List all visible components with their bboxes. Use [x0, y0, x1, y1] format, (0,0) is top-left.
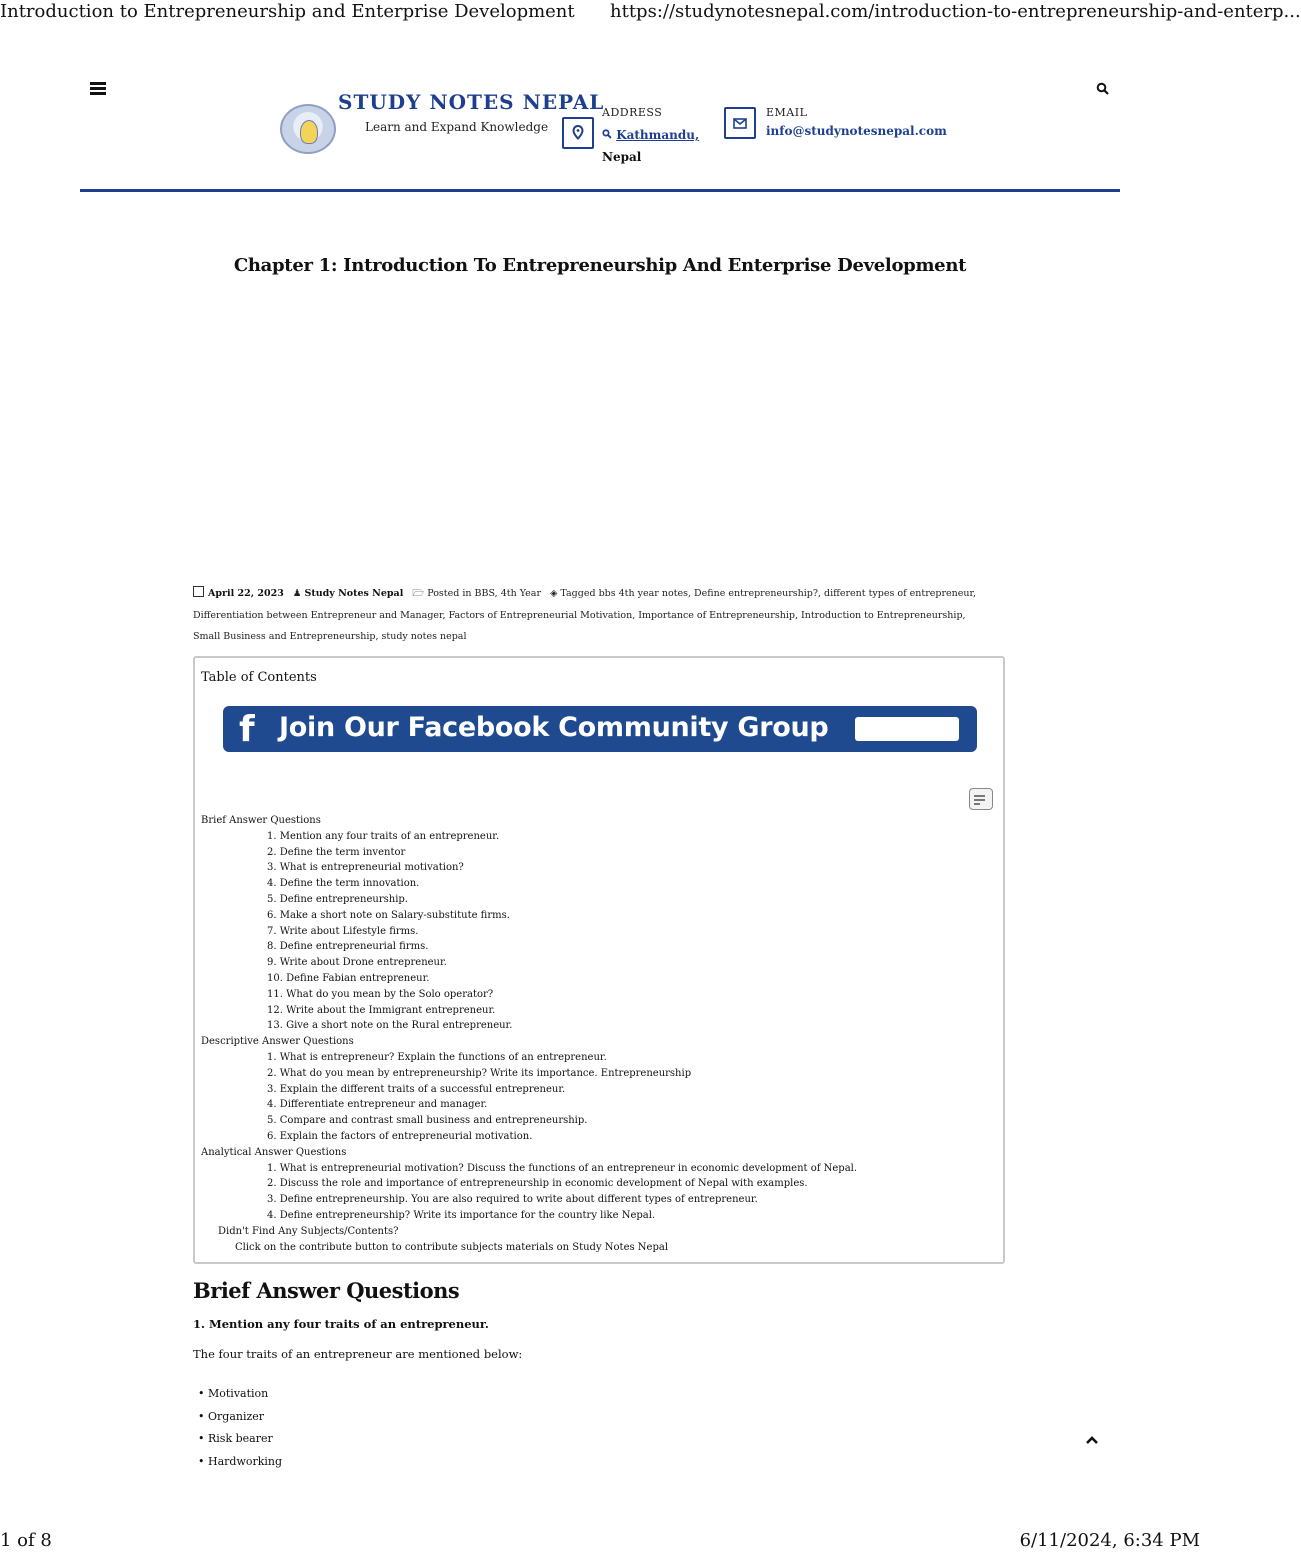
user-icon: ♟: [292, 588, 302, 599]
print-page-url: https://studynotesnepal.com/introduction-to-entrepreneurship-and-enterp...: [610, 1, 1301, 22]
print-page-title: Introduction to Entrepreneurship and Enterprise Development: [0, 1, 575, 22]
facebook-join-button[interactable]: [855, 717, 959, 741]
page-title: Chapter 1: Introduction To Entrepreneurship And Enterprise Development: [233, 255, 967, 276]
address-country: Nepal: [602, 150, 642, 164]
toc-item[interactable]: 2. Discuss the role and importance of entrepreneurship in economic development of Nepal with examples.: [267, 1178, 808, 1190]
address-value: [602, 124, 702, 168]
toc-item[interactable]: 4. Differentiate entrepreneur and manager.: [267, 1099, 488, 1111]
toc-section-heading[interactable]: Brief Answer Questions: [201, 815, 321, 826]
address-label: ADDRESS: [602, 106, 663, 119]
toc-item[interactable]: 4. Define the term innovation.: [267, 878, 420, 890]
site-logo[interactable]: [280, 90, 605, 153]
toc-item[interactable]: 11. What do you mean by the Solo operator?: [267, 988, 494, 1000]
email-label: EMAIL: [766, 106, 808, 119]
toc-list: [201, 813, 991, 1255]
post-date[interactable]: April 22, 2023: [208, 588, 284, 599]
toc-item[interactable]: 3. Explain the different traits of a successful entrepreneur.: [267, 1083, 566, 1095]
print-page-number: 1 of 8: [0, 1530, 52, 1551]
toc-item[interactable]: 2. What do you mean by entrepreneurship? Write its importance. Entrepreneurship: [267, 1067, 692, 1079]
toc-item[interactable]: 10. Define Fabian entrepreneur.: [267, 972, 430, 984]
list-item: • Hardworking: [208, 1451, 282, 1474]
print-footer: [0, 1527, 1200, 1553]
folder-icon: 🗁: [412, 588, 425, 599]
logo-emblem: [280, 104, 336, 154]
toc-item[interactable]: 6. Explain the factors of entrepreneurial motivation.: [267, 1130, 533, 1142]
toc-toggle-icon[interactable]: [969, 788, 993, 810]
calendar-icon: [193, 586, 204, 597]
list-item: • Risk bearer: [208, 1428, 282, 1451]
toc-item[interactable]: 3. What is entrepreneurial motivation?: [267, 862, 464, 874]
header-divider: [80, 189, 1120, 192]
location-icon: [562, 117, 594, 149]
section-heading: Brief Answer Questions: [193, 1278, 460, 1303]
answer-intro: The four traits of an entrepreneur are mentioned below:: [193, 1347, 523, 1361]
post-author[interactable]: Study Notes Nepal: [304, 588, 404, 599]
search-icon[interactable]: [1096, 82, 1110, 96]
toc-item[interactable]: 13. Give a short note on the Rural entrepreneur.: [267, 1020, 513, 1032]
address-city-link[interactable]: Kathmandu,: [616, 128, 700, 142]
post-meta: [193, 583, 993, 648]
toc-item[interactable]: 12. Write about the Immigrant entrepreneur.: [267, 1004, 496, 1016]
posted-prefix: Posted in: [427, 588, 472, 599]
list-item: • Motivation: [208, 1383, 282, 1406]
facebook-group-banner[interactable]: [223, 706, 977, 752]
print-datetime: 6/11/2024, 6:34 PM: [1019, 1530, 1200, 1551]
toc-footer-question[interactable]: Didn't Find Any Subjects/Contents?: [218, 1225, 399, 1237]
print-header: [0, 0, 1301, 26]
post-category[interactable]: BBS, 4th Year: [474, 588, 541, 599]
toc-item[interactable]: 3. Define entrepreneurship. You are also required to write about different types of entrepreneur.: [267, 1194, 758, 1206]
toc-item[interactable]: 1. Mention any four traits of an entrepreneur.: [267, 830, 500, 842]
facebook-icon: f: [239, 709, 255, 750]
toc-item[interactable]: 5. Define entrepreneurship.: [267, 893, 408, 905]
table-of-contents: [193, 656, 1005, 1264]
toc-item[interactable]: 4. Define entrepreneurship? Write its importance for the country like Nepal.: [267, 1209, 656, 1221]
email-value[interactable]: info@studynotesnepal.com: [766, 124, 947, 138]
toc-section-heading[interactable]: Descriptive Answer Questions: [201, 1036, 354, 1048]
toc-item[interactable]: 1. What is entrepreneurial motivation? Discuss the functions of an entrepreneur in economic development of Nepal.: [267, 1162, 858, 1174]
toc-title: Table of Contents: [201, 670, 317, 685]
facebook-banner-text: Join Our Facebook Community Group: [279, 712, 829, 743]
toc-item[interactable]: 6. Make a short note on Salary-substitute firms.: [267, 909, 510, 921]
tagged-prefix: Tagged: [560, 588, 596, 599]
toc-item[interactable]: 9. Write about Drone entrepreneur.: [267, 957, 447, 969]
toc-item[interactable]: 1. What is entrepreneur? Explain the functions of an entrepreneur.: [267, 1051, 607, 1063]
toc-item[interactable]: 5. Compare and contrast small business and entrepreneurship.: [267, 1115, 588, 1127]
answer-list: [193, 1383, 282, 1473]
toc-item[interactable]: 7. Write about Lifestyle firms.: [267, 925, 419, 937]
toc-item[interactable]: 2. Define the term inventor: [267, 846, 406, 858]
toc-footer-note[interactable]: Click on the contribute button to contribute subjects materials on Study Notes Nepal: [235, 1241, 669, 1253]
toc-item[interactable]: 8. Define entrepreneurial firms.: [267, 941, 429, 953]
hamburger-menu-icon[interactable]: [90, 82, 106, 96]
list-item: • Organizer: [208, 1406, 282, 1429]
question-heading: 1. Mention any four traits of an entrepreneur.: [193, 1317, 489, 1331]
toc-section-heading[interactable]: Analytical Answer Questions: [201, 1146, 347, 1158]
logo-title: STUDY NOTES NEPAL: [338, 90, 605, 114]
email-icon: [724, 107, 756, 139]
tag-icon: ◈: [550, 588, 558, 599]
scroll-to-top-chevron-up-icon[interactable]: [1084, 1433, 1100, 1447]
logo-tagline: Learn and Expand Knowledge: [365, 120, 549, 134]
post-tags[interactable]: bbs 4th year notes, Define entrepreneurship?, different types of entrepreneur, Differentiation between Entrepreneur and Manager, Factors of Entrepreneurial Motivation, Importance of Entrepreneurship, Introduction to Entrepreneurship, Small Business and Entrepreneurship, study notes nepal: [193, 588, 976, 642]
map-search-icon: [602, 129, 612, 139]
